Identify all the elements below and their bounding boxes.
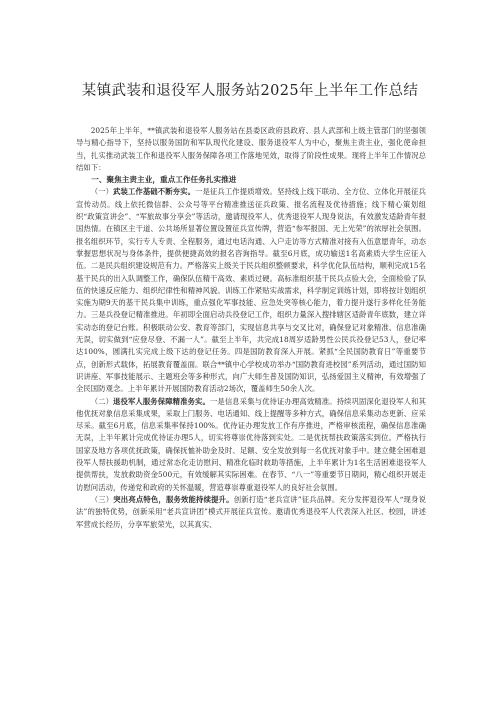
intro-paragraph: 2025年上半年，**镇武装和退役军人服务站在县委区政府县政府、县人武部和上级主管部门的坚强领导与精心指导下，坚持以服务国防和军队现代化建设、服务退役军人为中心，聚焦主责主业，强化使命担当，扎实推动武装工作和退役军人服务保障各项工作落地见效，取得了阶段性成果。现将上半年工作情况总结如下： xyxy=(76,126,426,172)
item-prefix: （二） xyxy=(90,396,114,406)
item-label: 退役军人服务保障精准务实。 xyxy=(113,396,210,406)
item-label: 武装工作基础不断夯实。 xyxy=(113,187,196,197)
document-title: 某镇武装和退役军人服务站2025年上半年工作总结 xyxy=(81,83,419,99)
paragraph-item-1 xyxy=(76,186,426,395)
item-prefix: （三） xyxy=(90,494,114,504)
paragraph-item-2 xyxy=(76,396,426,494)
item-text: 创新打造“老兵宣讲”征兵品牌。充分发挥退役军人“现身说法”的独特优势，创新采用“老兵宣讲团”模式开展征兵宣传。邀请优秀退役军人代表深入社区、校园，讲述军营成长经历，分享军旅荣光，以其真实、 xyxy=(76,494,426,529)
paragraph-item-3 xyxy=(76,494,426,531)
item-prefix: （一） xyxy=(90,187,114,197)
section-heading: 一、聚焦主责主业，重点工作任务扎实推进 xyxy=(91,175,237,185)
item-text: 一是信息采集与优待证办理高效精准。持续巩固深化退役军人和其他优抚对象信息采集成果，采取上门服务、电话通知、线上提醒等多种方式，确保信息采集动态更新、应采尽采。截至6月底，信息采集率保持100%。优待证办理发放工作有序推进，严格审核流程，确保信息准确无误，上半年累计完成优待证办理5人，切实将尊崇优待落到实处。二是优抚帮扶政策落实到位。严格执行国家及地方各项优抚政策，确保抚恤补助金及时、足额、安全发放到每一名优抚对象手中。建立健全困难退役军人帮扶援助机制，通过常态化走访慰问、精准化临时救助等措施，上半年累计为1名生活困难退役军人提供帮扶，发放救助资金500元，有效缓解其实际困难。在春节、“八一”等重要节日期间，精心组织开展走访慰问活动，传递党和政府的关怀温暖，营造尊崇尊重退役军人的良好社会氛围。 xyxy=(76,396,426,492)
item-text: 一是征兵工作提质增效。坚持线上线下联动、全方位、立体化开展征兵宣传动员。线上依托微信群、公众号等平台精准推送征兵政策、报名流程及优待措施；线下精心策划组织“政策宣讲会”、“军旅故事分享会”等活动，邀请现役军人、优秀退役军人现身说法，有效激发适龄青年报国热情。在镇区主干道、公共场所显著位置设置征兵宣传牌，营造“参军报国、无上光荣”的浓厚社会氛围。报名组织环节，实行专人专责、全程服务，通过电话沟通、入户走访等方式精准对接有入伍意愿青年，动态掌握思想状况与身体条件，提供便捷高效的报名咨询指导。截至6月底，成功输送1名高素质大学生应征入伍。二是民兵组织建设规范有力。严格落实上级关于民兵组织整顿要求，科学优化队伍结构，顺利完成15名基干民兵的出入队调整工作，确保队伍精干高效、素质过硬。高标准组织基干民兵点验大会，全面检验了队伍的快速反应能力、组织纪律性和精神风貌。训练工作紧贴实战需求，科学制定训练计划，即将按计划组织实施为期9天的基干民兵集中训练，重点强化军事技能、应急处突等核心能力，着力提升遂行多样化任务能力。三是兵役登记精准推进。年初即全面启动兵役登记工作，组织力量深入搜排辖区适龄青年底数，建立详实动态的登记台账。积极联动公安、教育等部门，实现信息共享与交叉比对，确保登记对象精准、信息准确无误，切实做到“应登尽登、不漏一人”。截至上半年，共完成18周岁适龄男性公民兵役登记53人，登记率达100%，圆满扎实完成上级下达的登记任务。四是国防教育深入开展。紧抓“全民国防教育日”等重要节点，创新形式载体，拓展教育覆盖面。联合**镇中心学校成功举办“国防教育进校园”系列活动，通过国防知识讲座、军事技能展示、主题班会等多种形式，向广大师生普及国防知识，弘扬爱国主义精神，有效增强了全民国防观念。上半年累计开展国防教育活动2场次，覆盖师生50余人次。 xyxy=(76,187,426,394)
item-label: 突出亮点特色，服务效能持续提升。 xyxy=(113,494,234,504)
document-body xyxy=(76,125,426,531)
